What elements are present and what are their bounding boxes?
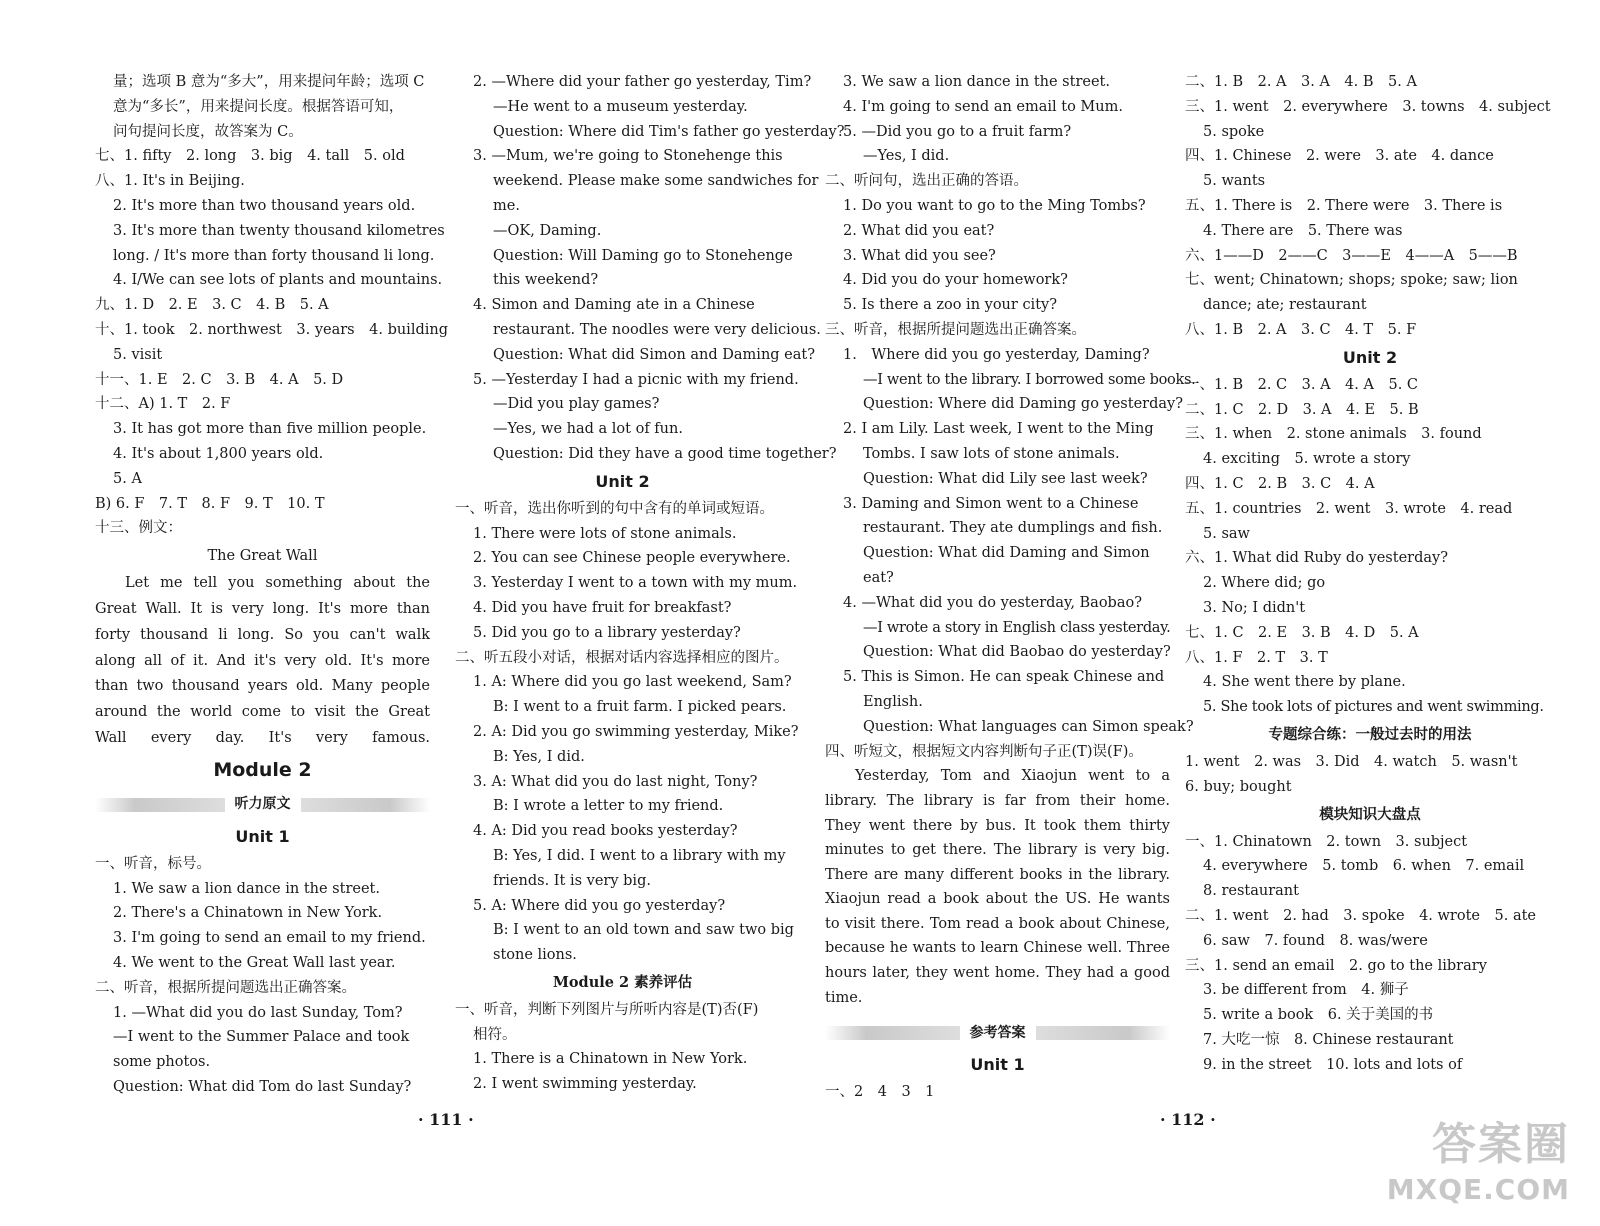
text-line: 量；选项 B 意为“多大”，用来提问年龄；选项 C <box>113 74 425 90</box>
unit-heading: Unit 1 <box>235 826 290 846</box>
answer-line: 3. It's more than twenty thousand kilometres <box>113 222 445 239</box>
question-heading: 一、听音，标号。 <box>95 855 211 872</box>
text-line: 4. Did you do your homework? <box>843 272 1068 289</box>
text-line: —Yes, we had a lot of fun. <box>493 421 683 438</box>
answer-line: 8. restaurant <box>1203 883 1299 900</box>
text-line: 4. —What did you do yesterday, Baobao? <box>843 594 1142 611</box>
text-line: me. <box>493 197 520 214</box>
text-line: 3. —Mum, we're going to Stonehenge this <box>473 148 783 165</box>
answer-line: 十三、例文： <box>95 520 182 537</box>
text-line: Tombs. I saw lots of stone animals. <box>863 445 1120 462</box>
answer-line: 十一、1. E 2. C 3. B 4. A 5. D <box>95 371 344 388</box>
text-line: eat? <box>863 569 894 586</box>
answer-line: 八、1. F 2. T 3. T <box>1185 649 1328 666</box>
unit-heading: Unit 2 <box>1342 347 1398 367</box>
text-line: 4. A: Did you read books yesterday? <box>473 823 738 840</box>
answer-line: 6. buy; bought <box>1185 778 1292 795</box>
text-line: Question: What did Tom do last Sunday? <box>113 1078 412 1095</box>
text-line: 3. We saw a lion dance in the street. <box>843 74 1110 90</box>
text-line: 1. Where did you go yesterday, Daming? <box>843 346 1150 363</box>
text-line: 5. A: Where did you go yesterday? <box>473 897 726 914</box>
watermark-url: MXQE.COM <box>1386 1173 1570 1206</box>
text-line: 2. —Where did your father go yesterday, Tim? <box>473 74 812 90</box>
text-line: B: I wrote a letter to my friend. <box>493 798 724 815</box>
answer-line: 7. 大吃一惊 8. Chinese restaurant <box>1203 1031 1454 1048</box>
column-1 <box>95 70 448 1100</box>
text-line: Question: Did they have a good time together? <box>493 445 837 462</box>
answer-line: 1. went 2. was 3. Did 4. watch 5. wasn't <box>1185 753 1518 770</box>
answer-line: long. / It's more than forty thousand li long. <box>113 247 435 264</box>
answer-line: 六、1——D 2——C 3——E 4——A 5——B <box>1185 247 1518 264</box>
column-4 <box>1185 70 1555 1077</box>
text-line: —I wrote a story in English class yesterday. <box>863 619 1171 636</box>
text-line: 4. Did you have fruit for breakfast? <box>473 599 732 616</box>
answer-line: 四、1. Chinese 2. were 3. ate 4. dance <box>1185 148 1494 165</box>
text-line: Question: Will Daming go to Stonehenge <box>493 247 793 264</box>
text-line: B: I went to a fruit farm. I picked pears. <box>493 699 787 716</box>
text-line: 3. I'm going to send an email to my friend. <box>113 930 426 947</box>
banner-label: 听力原文 <box>225 792 301 817</box>
answer-line: 4. I/We can see lots of plants and mountains. <box>113 272 443 289</box>
text-line: 5. Is there a zoo in your city? <box>843 297 1057 314</box>
text-line: weekend. Please make some sandwiches for <box>493 173 819 190</box>
answer-line: 六、1. What did Ruby do yesterday? <box>1185 550 1448 567</box>
text-line: 1. There were lots of stone animals. <box>473 525 737 542</box>
answer-line: 九、1. D 2. E 3. C 4. B 5. A <box>95 297 329 314</box>
summary-heading: 模块知识大盘点 <box>1319 805 1421 823</box>
essay-title: The Great Wall <box>207 548 318 565</box>
text-line: —He went to a museum yesterday. <box>493 98 748 115</box>
answer-line: 5. spoke <box>1203 123 1265 140</box>
text-line: Question: What did Daming and Simon <box>863 545 1150 562</box>
answer-line: 三、1. when 2. stone animals 3. found <box>1185 426 1482 443</box>
answer-line: 4. exciting 5. wrote a story <box>1203 451 1411 468</box>
answer-line: 七、1. C 2. E 3. B 4. D 5. A <box>1185 624 1419 641</box>
text-line: 意为“多长”，用来提问长度。根据答语可知， <box>113 98 404 115</box>
text-line: this weekend? <box>493 272 599 289</box>
answer-line: 5. visit <box>113 346 163 363</box>
answer-line: 5. saw <box>1203 525 1250 542</box>
text-line: 2. You can see Chinese people everywhere. <box>473 550 791 567</box>
question-heading: 二、听问句，选出正确的答语。 <box>825 173 1028 190</box>
answer-line: 一、1. Chinatown 2. town 3. subject <box>1185 833 1468 850</box>
text-line: Question: What did Lily see last week? <box>863 470 1148 487</box>
answer-line: 4. It's about 1,800 years old. <box>113 445 324 462</box>
page-number-right: · 112 · <box>1160 1110 1216 1129</box>
text-line: 3. Daming and Simon went to a Chinese <box>843 495 1139 512</box>
text-line: B: Yes, I did. <box>493 748 585 765</box>
topic-heading: 专题综合练：一般过去时的用法 <box>1268 725 1472 743</box>
text-line: Question: What languages can Simon speak? <box>863 718 1194 735</box>
text-line: some photos. <box>113 1054 211 1071</box>
text-line: 4. I'm going to send an email to Mum. <box>843 98 1123 115</box>
essay-paragraph: Let me tell you something about the Great Wall. It is very long. It's more than forty thousand li long. So you can't walk along all of it. And it's very old. It's more than two thousand years old. Many people around the world come to visit the Great Wall every day. It's very famous. <box>95 575 430 746</box>
answer-line: 4. everywhere 5. tomb 6. when 7. email <box>1203 858 1525 875</box>
text-line: —Yes, I did. <box>863 148 950 165</box>
text-line: 1. A: Where did you go last weekend, Sam? <box>473 674 792 691</box>
answer-line: 一、1. B 2. C 3. A 4. A 5. C <box>1185 376 1419 393</box>
text-line: —I went to the Summer Palace and took <box>113 1029 410 1046</box>
text-line: B: I went to an old town and saw two big <box>493 922 794 939</box>
passage-paragraph: Yesterday, Tom and Xiaojun went to a library. The library is far from their home. They went there by bus. It took them thirty minutes to get there. The library is very big. There are many different books in the library. Xiaojun read a book about the US. He wants to visit there. Tom read a book about Chinese, because he wants to learn Chinese well. Three hours later, they went home. They had a good time. <box>825 768 1170 1006</box>
text-line: —Did you play games? <box>493 396 660 413</box>
answer-line: 3. be different from 4. 狮子 <box>1203 982 1409 999</box>
text-line: 问句提问长度，故答案为 C。 <box>113 123 303 140</box>
text-line: 相符。 <box>473 1026 517 1043</box>
text-line: Question: Where did Daming go yesterday? <box>863 396 1183 413</box>
answer-line: 5. wants <box>1203 173 1266 190</box>
module-heading: Module 2 <box>213 758 312 781</box>
text-line: Question: Where did Tim's father go yesterday? <box>493 123 845 140</box>
watermark-logo <box>1340 1108 1570 1206</box>
text-line: Question: What did Simon and Daming eat? <box>493 346 815 363</box>
answer-line: 四、1. C 2. B 3. C 4. A <box>1185 475 1375 492</box>
answer-line: 十二、A) 1. T 2. F <box>95 396 231 413</box>
text-line: restaurant. They ate dumplings and fish. <box>863 520 1163 537</box>
answer-line: 八、1. It's in Beijing. <box>95 173 245 190</box>
answer-line: 4. There are 5. There was <box>1203 222 1403 239</box>
watermark-text: 答案圈 <box>1432 1119 1570 1170</box>
text-line: 5. —Yesterday I had a picnic with my friend. <box>473 371 799 388</box>
answer-line: dance; ate; restaurant <box>1203 297 1367 314</box>
answer-line: 三、1. send an email 2. go to the library <box>1185 957 1487 974</box>
answer-line: 2. Where did; go <box>1203 575 1326 592</box>
answer-line: 3. No; I didn't <box>1203 599 1306 616</box>
text-line: English. <box>863 693 923 710</box>
page-number-left: · 111 · <box>418 1110 474 1129</box>
question-heading: 一、听音，判断下列图片与所听内容是(T)否(F) <box>455 1001 759 1018</box>
answer-line: 五、1. countries 2. went 3. wrote 4. read <box>1185 500 1513 517</box>
answer-line: 6. saw 7. found 8. was/were <box>1203 932 1428 949</box>
answer-line: 2. It's more than two thousand years old. <box>113 197 416 214</box>
text-line: 1. —What did you do last Sunday, Tom? <box>113 1004 403 1021</box>
question-heading: 一、听音，选出你听到的句中含有的单词或短语。 <box>455 500 774 517</box>
text-line: 2. A: Did you go swimming yesterday, Mike? <box>473 723 799 740</box>
text-line: friends. It is very big. <box>493 872 651 889</box>
answer-line: 一、2 4 3 1 <box>825 1084 935 1101</box>
text-line: 2. I am Lily. Last week, I went to the Ming <box>843 421 1154 438</box>
answer-line: 5. write a book 6. 关于美国的书 <box>1203 1007 1434 1024</box>
text-line: 4. We went to the Great Wall last year. <box>113 954 396 971</box>
text-line: Question: What did Baobao do yesterday? <box>863 644 1171 661</box>
text-line: 1. There is a Chinatown in New York. <box>473 1051 748 1068</box>
answer-line: 二、1. B 2. A 3. A 4. B 5. A <box>1185 74 1417 90</box>
answer-line: 4. She went there by plane. <box>1203 674 1406 691</box>
text-line: —OK, Daming. <box>493 222 602 239</box>
answer-line: 二、1. C 2. D 3. A 4. E 5. B <box>1185 401 1419 418</box>
unit-heading: Unit 2 <box>595 471 650 491</box>
text-line: 2. There's a Chinatown in New York. <box>113 905 383 922</box>
answer-line: 十、1. took 2. northwest 3. years 4. building <box>95 321 448 338</box>
unit-heading: Unit 1 <box>970 1055 1025 1075</box>
question-heading: 二、听五段小对话，根据对话内容选择相应的图片。 <box>455 649 789 666</box>
text-line: 5. —Did you go to a fruit farm? <box>843 123 1072 140</box>
text-line: 3. What did you see? <box>843 247 996 264</box>
answer-line: 五、1. There is 2. There were 3. There is <box>1185 197 1503 214</box>
question-heading: 二、听音，根据所提问题选出正确答案。 <box>95 979 356 996</box>
text-line: restaurant. The noodles were very delicious. <box>493 321 821 338</box>
text-line: 3. A: What did you do last night, Tony? <box>473 773 758 790</box>
answer-line: 七、1. fifty 2. long 3. big 4. tall 5. old <box>95 148 405 165</box>
text-line: 5. This is Simon. He can speak Chinese and <box>843 669 1165 686</box>
answer-line: 二、1. went 2. had 3. spoke 4. wrote 5. ate <box>1185 907 1536 924</box>
question-heading: 四、听短文，根据短文内容判断句子正(T)误(F)。 <box>825 743 1143 760</box>
text-line: 4. Simon and Daming ate in a Chinese <box>473 297 755 314</box>
banner-label: 参考答案 <box>960 1021 1036 1046</box>
answer-line: 5. A <box>113 470 142 487</box>
answer-line: 9. in the street 10. lots and lots of <box>1203 1056 1463 1073</box>
text-line: 1. We saw a lion dance in the street. <box>113 880 380 897</box>
text-line: B: Yes, I did. I went to a library with my <box>493 847 786 864</box>
answer-line: B) 6. F 7. T 8. F 9. T 10. T <box>95 495 325 512</box>
section-banner <box>95 788 430 822</box>
module-eval-heading: Module 2 素养评估 <box>552 973 693 991</box>
text-line: 1. Do you want to go to the Ming Tombs? <box>843 197 1146 214</box>
column-2 <box>455 70 845 1097</box>
text-line: 5. Did you go to a library yesterday? <box>473 624 741 641</box>
answer-line: 5. She took lots of pictures and went swimming. <box>1203 699 1544 716</box>
answer-line: 七、went; Chinatown; shops; spoke; saw; lion <box>1185 272 1518 289</box>
text-line: —I went to the library. I borrowed some books. <box>863 371 1196 388</box>
text-line: 2. I went swimming yesterday. <box>473 1076 697 1093</box>
answer-line: 三、1. went 2. everywhere 3. towns 4. subject <box>1185 98 1551 115</box>
text-line: stone lions. <box>493 947 577 964</box>
answer-line: 3. It has got more than five million people. <box>113 421 427 438</box>
text-line: 3. Yesterday I went to a town with my mum. <box>473 575 798 592</box>
section-banner <box>825 1016 1170 1050</box>
question-heading: 三、听音，根据所提问题选出正确答案。 <box>825 321 1086 338</box>
column-3 <box>825 70 1196 1105</box>
answer-line: 八、1. B 2. A 3. C 4. T 5. F <box>1185 321 1417 338</box>
text-line: 2. What did you eat? <box>843 222 995 239</box>
